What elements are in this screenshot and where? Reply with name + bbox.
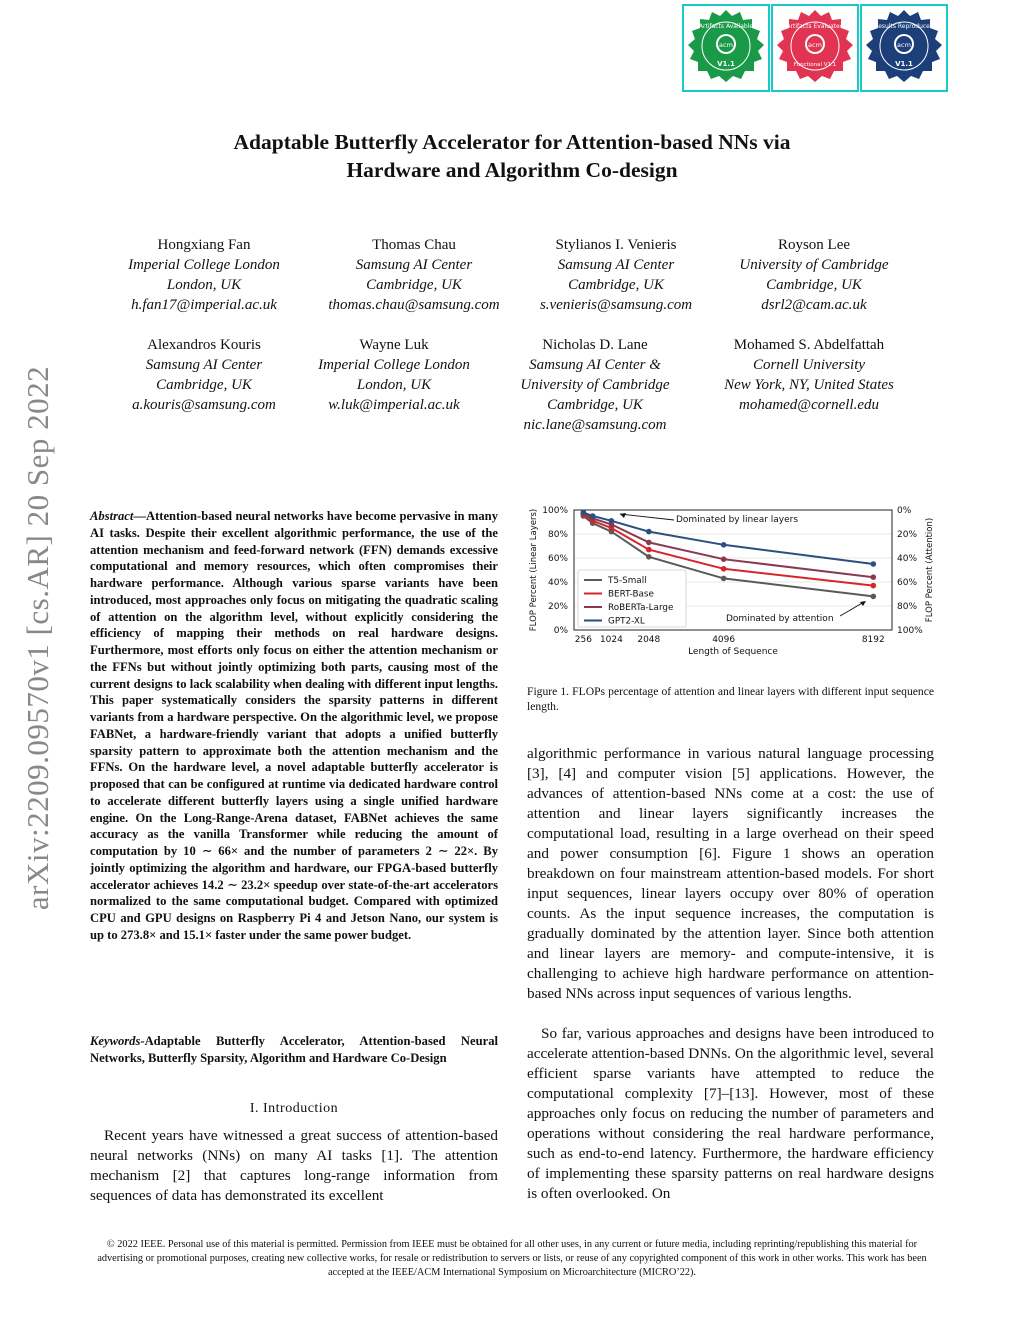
section-heading: I. Introduction <box>249 1101 339 1116</box>
data-point <box>590 513 596 519</box>
arxiv-stamp: arXiv:2209.09570v1 [cs.AR] 20 Sep 2022 <box>20 365 55 911</box>
y-tick-label-left: 20% <box>547 602 568 612</box>
data-point <box>646 554 652 560</box>
data-point <box>870 574 876 580</box>
author-name: Nicholas D. Lane <box>542 337 648 353</box>
author-block <box>94 235 314 315</box>
y-tick-label-right: 40% <box>897 554 918 564</box>
author-affiliation: Samsung AI Center <box>145 357 263 373</box>
flops-chart <box>524 498 944 658</box>
author-location: Cambridge, UK <box>156 377 252 393</box>
author-email[interactable]: a.kouris@samsung.com <box>132 397 276 413</box>
author-email[interactable]: thomas.chau@samsung.com <box>328 297 500 313</box>
data-point <box>721 566 727 572</box>
badge-3-logo: acm <box>897 41 911 49</box>
y-tick-label-right: 80% <box>897 602 918 612</box>
data-point <box>870 594 876 600</box>
annotation-linear: Dominated by linear layers <box>676 515 799 525</box>
author-email[interactable]: mohamed@cornell.edu <box>738 397 880 413</box>
author-location: Cambridge, UK <box>547 397 643 413</box>
keywords-text: -Adaptable Butterfly Accelerator, Attention-based Neural Networks, Butterfly Sparsity, Algorithm and Hardware Co-Design <box>90 1034 498 1065</box>
abstract-text: —Attention-based neural networks have become pervasive in many AI tasks. Despite their excellent algorithmic performance, the use of the attention mechanism and feed-forward network (FFN) demands excessive computational and memory resources, which often compromises their hardware performance. Although various sparse variants have been introduced, most approaches only focus on mitigating the quadratic scaling of attention on the algorithm level, without explicitly considering the efficiency of mapping their methods on real hardware designs. Furthermore, most efforts only focus on either the attention mechanism or the FFNs but without jointly optimizing both parts, causing most of the current designs to lack scalability when dealing with different input lengths. This paper systematically considers the sparsity patterns in different variants from a hardware perspective. On the algorithmic level, we propose FABNet, a hardware-friendly variant that adopts a unified butterfly sparsity pattern to approximate both the attention mechanism and the FFNs. On the hardware level, a novel adaptable butterfly accelerator is proposed that can be configured at runtime via dedicated hardware control to accelerate different butterfly layers using a single unified hardware engine. On the Long-Range-Arena dataset, FABNet achieves the same accuracy as the vanilla Transformer while reducing the amount of computation by 10 ∼ 66× and the number of parameters 2 ∼ 22×. By jointly optimizing the algorithm and hardware, our FPGA-based butterfly accelerator achieves 14.2 ∼ 23.2× speedup over state-of-the-art accelerators normalized to the same computational budget. Compared with optimized CPU and GPU designs on Raspberry Pi 4 and Jetson Nano, our system is up to 273.8× and 15.1× faster under the same power budget. <box>90 509 498 942</box>
x-tick-label: 1024 <box>599 635 623 645</box>
author-location: London, UK <box>166 277 242 293</box>
y-tick-label-right: 20% <box>897 530 918 540</box>
data-point <box>646 540 652 546</box>
x-axis-label: Length of Sequence <box>688 647 778 657</box>
badge-1-title: Artifacts Available <box>698 23 754 30</box>
author-email[interactable]: s.venieris@samsung.com <box>539 297 693 313</box>
author-block <box>284 335 504 415</box>
y-tick-label-left: 80% <box>547 530 568 540</box>
intro-paragraph-right-1: algorithmic performance in various natural language processing [3], [4] and computer vision [5] applications. However, the advances of attention-based NNs come at a cost: the use of attention and linear layers significantly increases the computational load, resulting in a large overhead on their speed and power consumption [6]. Figure 1 shows an operation breakdown on four mainstream attention-based models. For short input sequences, linear layers occupy over 80% of operation counts. As the input sequence increases, the computation is gradually dominated by the attention layer. Since both attention and linear layers are memory- and compute-intensive, it is challenging to achieve high hardware performance on attention-based NNs across input sequences of various lengths. <box>527 745 934 1002</box>
author-block <box>699 335 919 415</box>
y-axis-label-right: FLOP Percent (Attention) <box>925 517 935 623</box>
author-affiliation: Samsung AI Center <box>557 257 675 273</box>
y-tick-label-left: 0% <box>553 626 568 636</box>
badge-1-logo: acm <box>719 41 733 49</box>
author-name: Hongxiang Fan <box>157 237 251 253</box>
author-email[interactable]: dsrl2@cam.ac.uk <box>761 297 867 313</box>
data-point <box>721 556 727 562</box>
data-point <box>870 561 876 567</box>
author-affiliation: Cornell University <box>752 357 866 373</box>
keywords-label: Keywords <box>90 1034 141 1048</box>
data-point <box>581 510 587 516</box>
author-name: Wayne Luk <box>359 337 429 353</box>
author-block <box>94 335 314 415</box>
annotation-attention: Dominated by attention <box>726 614 834 624</box>
x-tick-label: 8192 <box>861 635 885 645</box>
author-name: Stylianos I. Venieris <box>555 237 677 253</box>
badge-2-title: Artifacts Evaluated <box>786 23 844 30</box>
author-affiliation: Samsung AI Center <box>355 257 473 273</box>
y-tick-label-left: 60% <box>547 554 568 564</box>
figure-caption: Figure 1. FLOPs percentage of attention and linear layers with different input sequence length. <box>527 685 934 713</box>
author-name: Mohamed S. Abdelfattah <box>733 337 885 353</box>
data-point <box>646 547 652 553</box>
badge-artifacts-available[interactable] <box>682 4 770 92</box>
author-affiliation: Samsung AI Center & <box>529 357 661 373</box>
legend-label: RoBERTa-Large <box>608 603 674 613</box>
author-location: Cambridge, UK <box>568 277 664 293</box>
author-affiliation-2: University of Cambridge <box>520 377 670 393</box>
y-tick-label-right: 0% <box>897 506 912 516</box>
author-email[interactable]: h.fan17@imperial.ac.uk <box>131 297 277 313</box>
badge-1-version: V1.1 <box>717 60 735 68</box>
x-tick-label: 2048 <box>637 635 661 645</box>
title-line-2: Hardware and Algorithm Co-design <box>346 158 678 182</box>
abstract-label: Abstract <box>90 509 134 523</box>
author-block <box>704 235 924 315</box>
author-location: London, UK <box>356 377 432 393</box>
data-point <box>721 576 727 582</box>
author-name: Royson Lee <box>777 237 851 253</box>
x-tick-label: 4096 <box>712 635 736 645</box>
author-location: Cambridge, UK <box>766 277 862 293</box>
legend-label: GPT2-XL <box>608 616 645 627</box>
author-name: Alexandros Kouris <box>147 337 261 353</box>
badge-2-subtitle: Functional V1.1 <box>793 62 837 68</box>
legend-label: BERT-Base <box>608 589 654 600</box>
author-location: New York, NY, United States <box>724 377 894 393</box>
data-point <box>646 529 652 535</box>
y-tick-label-right: 100% <box>897 626 923 636</box>
author-email[interactable]: nic.lane@samsung.com <box>523 417 667 433</box>
keywords <box>90 1033 498 1067</box>
y-tick-label-left: 40% <box>547 578 568 588</box>
author-location: Cambridge, UK <box>366 277 462 293</box>
badge-artifacts-evaluated[interactable] <box>771 4 859 92</box>
author-email[interactable]: w.luk@imperial.ac.uk <box>328 397 460 413</box>
badge-2-logo: acm <box>808 41 822 49</box>
y-tick-label-right: 60% <box>897 578 918 588</box>
paper-title <box>100 128 924 184</box>
author-affiliation: Imperial College London <box>128 257 280 273</box>
copyright-footer: © 2022 IEEE. Personal use of this material is permitted. Permission from IEEE must be obtained for all other uses, in any current or future media, including reprinting/republishing this material for advertising or promotional purposes, creating new collective works, for resale or redistribution to servers or lists, or reuse of any copyrighted component of this work in other works. This work has been accepted at the IEEE/ACM International Symposium on Microarchitecture (MICRO’22). <box>97 1239 927 1278</box>
annotation-arrow <box>620 514 674 520</box>
intro-paragraph: Recent years have witnessed a great success of attention-based neural networks (NNs) on many AI tasks [1]. The attention mechanism [2] that captures long-range information from sequences of data has demonstrated its excellent <box>90 1127 498 1204</box>
title-line-1: Adaptable Butterfly Accelerator for Attention-based NNs via <box>233 130 791 154</box>
author-block <box>304 235 524 315</box>
author-block <box>485 335 705 435</box>
y-axis-label-left: FLOP Percent (Linear Layers) <box>529 508 539 632</box>
y-tick-label-left: 100% <box>542 506 568 516</box>
data-point <box>609 518 615 524</box>
author-block <box>506 235 726 315</box>
author-name: Thomas Chau <box>372 237 456 253</box>
author-affiliation: Imperial College London <box>318 357 470 373</box>
legend-label: T5-Small <box>608 576 647 586</box>
abstract <box>90 508 498 944</box>
x-tick-label: 256 <box>574 635 592 645</box>
badge-3-title: Results Reproduced <box>874 23 934 30</box>
annotation-arrow <box>840 602 864 616</box>
data-point <box>721 542 727 548</box>
badge-3-version: V1.1 <box>895 60 913 68</box>
intro-paragraph-right-2: So far, various approaches and designs have been introduced to accelerate attention-based DNNs. On the algorithmic level, several efficient sparse variants have attempted to reduce the computational complexity [7]–[13]. However, most of these approaches only focus on reducing the number of parameters and operations without considering the real hardware performance, such as end-to-end latency. Furthermore, the hardware efficiency of implementing these sparsity patterns on real hardware designs is often overlooked. On <box>527 1025 934 1202</box>
author-affiliation: University of Cambridge <box>739 257 889 273</box>
data-point <box>870 583 876 589</box>
badge-results-reproduced[interactable] <box>860 4 948 92</box>
